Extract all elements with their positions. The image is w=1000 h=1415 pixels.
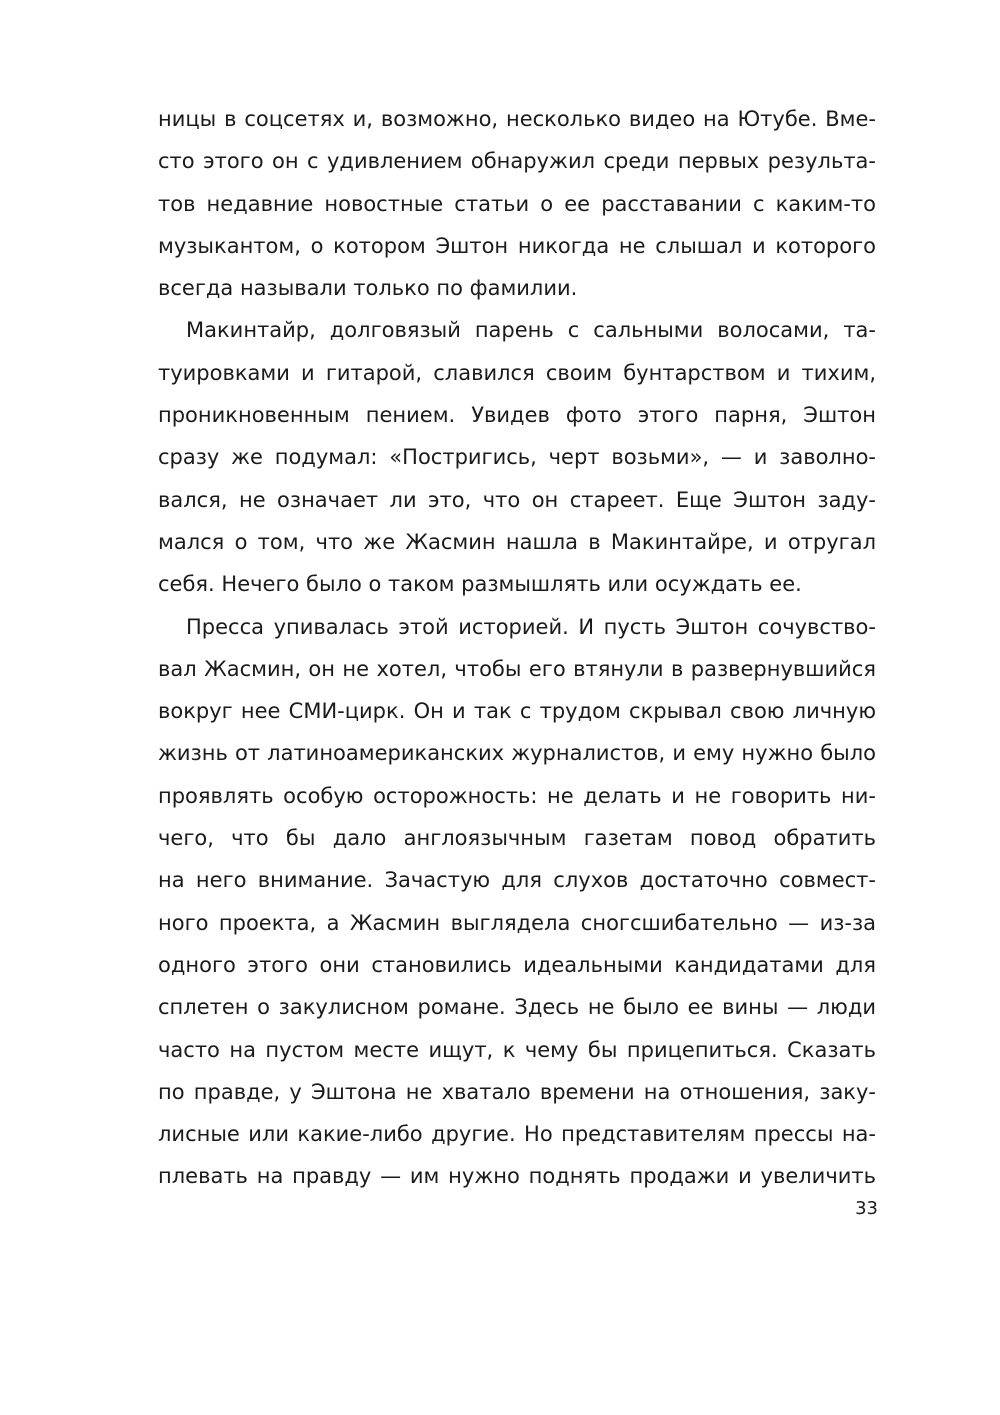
text-line: вался, не означает ли это, что он стареет. Еще Эштон заду- [158, 487, 876, 512]
text-line: ницы в соцсетях и, возможно, несколько видео на Ютубе. Вме- [158, 107, 876, 131]
text-line: на него внимание. Зачастую для слухов достаточно совмест- [158, 868, 876, 893]
text-line: жизнь от латиноамериканских журналистов, и ему нужно было [158, 741, 876, 766]
text-line: туировками и гитарой, славился своим бунтарством и тихим, [158, 360, 876, 385]
page-number: 33 [855, 1198, 878, 1219]
text-line: Макинтайр, долговязый парень с сальными волосами, та- [186, 318, 876, 343]
paragraph [158, 309, 876, 605]
text-line: ного проекта, а Жасмин выглядела сногсшибательно — из-за [158, 910, 876, 935]
text-line: чего, что бы дало англоязычным газетам повод обратить [158, 826, 876, 851]
text-line: часто на пустом месте ищут, к чему бы прицепиться. Сказать [158, 1037, 876, 1062]
text-line: сплетен о закулисном романе. Здесь не было ее вины — люди [158, 995, 876, 1020]
text-line: лисные или какие-либо другие. Но представителям прессы на- [158, 1122, 876, 1147]
text-line: плевать на правду — им нужно поднять продажи и увеличить [158, 1164, 876, 1189]
text-line: себя. Нечего было о таком размышлять или осуждать ее. [158, 572, 802, 597]
text-line: проявлять особую осторожность: не делать и не говорить ни- [158, 783, 876, 808]
text-line: мался о том, что же Жасмин нашла в Макинтайре, и отругал [158, 529, 876, 554]
text-line: одного этого они становились идеальными кандидатами для [158, 952, 876, 977]
text-line: тов недавние новостные статьи о ее расставании с каким-то [158, 191, 876, 216]
paragraph [158, 606, 876, 1198]
text-line: вал Жасмин, он не хотел, чтобы его втянули в развернувшийся [158, 656, 876, 681]
text-line: всегда называли только по фамилии. [158, 276, 578, 301]
text-line: музыкантом, о котором Эштон никогда не слышал и которого [158, 233, 876, 258]
text-line: Пресса упивалась этой историей. И пусть Эштон сочувство- [186, 614, 876, 639]
text-line: вокруг нее СМИ-цирк. Он и так с трудом скрывал свою личную [158, 699, 876, 724]
paragraph [158, 98, 876, 309]
text-line: сразу же подумал: «Постригись, черт возьми», — и заволно- [158, 445, 876, 470]
body-text [158, 98, 876, 1198]
text-line: сто этого он с удивлением обнаружил среди первых результа- [158, 149, 876, 174]
text-line: по правде, у Эштона не хватало времени на отношения, заку- [158, 1079, 876, 1104]
text-line: проникновенным пением. Увидев фото этого парня, Эштон [158, 403, 876, 428]
